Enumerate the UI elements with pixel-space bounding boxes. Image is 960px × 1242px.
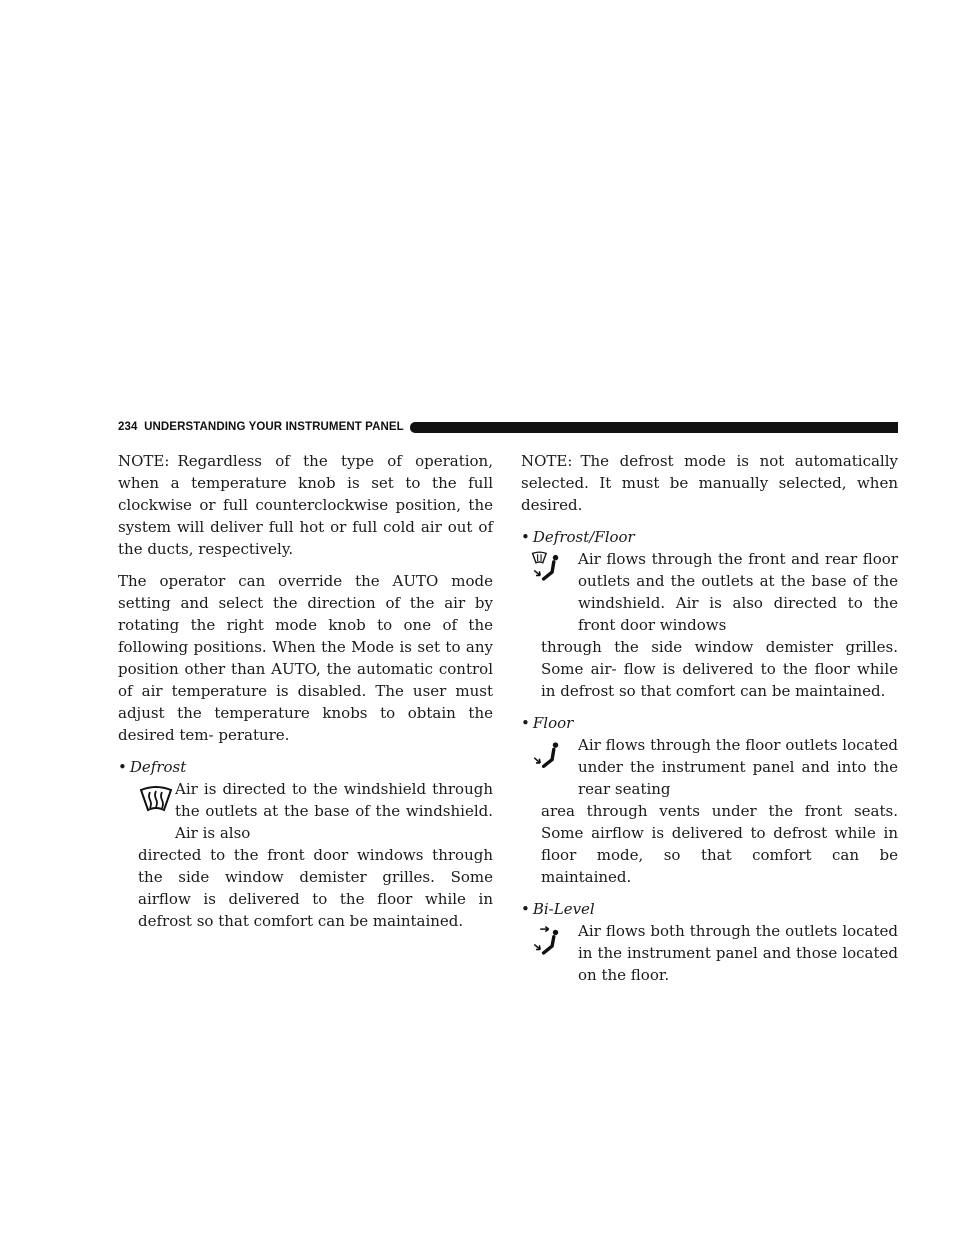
note-label: NOTE: (118, 452, 170, 470)
mode-override-paragraph: The operator can override the AUTO mode setting and select the direction of the air by rotating the right mode knob to one of the following positions. When the Mode is set to any position other than AUTO, the automatic control of air temperature is disabled. The user must adjust the temperature knobs to obtain the desired tem- perature. (118, 572, 493, 744)
header-rule (410, 422, 898, 433)
right-note (521, 450, 898, 516)
bullet: • (118, 758, 127, 776)
floor-lead: Air flows through the floor outlets located under the instrument panel and into the rear seating (578, 736, 898, 798)
defrost-floor-rest: through the side window demister grilles. Some air- flow is delivered to the floor while in defrost so that comfort can be maintained. (541, 638, 898, 700)
floor-heading (521, 712, 898, 734)
note-text: The defrost mode is not automatically selected. It must be manually selected, when desired. (521, 452, 898, 514)
floor-icon (529, 740, 565, 774)
bilevel-item (521, 920, 898, 986)
floor-rest: area through vents under the front seats. Some airflow is delivered to defrost while in floor mode, so that comfort can be maintained. (541, 802, 898, 886)
bullet: • (521, 714, 530, 732)
page-header (118, 420, 898, 434)
floor-title: Floor (532, 714, 574, 732)
section-title: UNDERSTANDING YOUR INSTRUMENT PANEL (144, 421, 404, 433)
bilevel-heading (521, 898, 898, 920)
defrost-title: Defrost (129, 758, 187, 776)
bilevel-title: Bi-Level (532, 900, 595, 918)
bilevel-icon (529, 924, 565, 958)
defrost-floor-title: Defrost/Floor (532, 528, 635, 546)
defrost-floor-icon (529, 550, 565, 584)
defrost-heading (118, 756, 493, 778)
floor-item (521, 734, 898, 888)
bilevel-lead: Air flows both through the outlets located in the instrument panel and those located on the floor. (578, 922, 898, 984)
defrost-floor-item (521, 548, 898, 702)
page-number: 234 (118, 421, 138, 433)
note-text: Regardless of the type of operation, when a temperature knob is set to the full clockwise or full counterclockwise position, the system will deliver full hot or full cold air out of the ducts, respectively. (118, 452, 493, 558)
defrost-floor-lead: Air flows through the front and rear floor outlets and the outlets at the base of the windshield. Air is also directed to the front door windows (578, 550, 898, 634)
defrost-rest: directed to the front door windows through the side window demister grilles. Some airflow is delivered to the floor while in defrost so that comfort can be maintained. (138, 846, 493, 930)
left-column (118, 450, 493, 942)
left-note (118, 450, 493, 560)
page-header-text (118, 421, 404, 433)
bullet: • (521, 900, 530, 918)
defrost-item (118, 778, 493, 932)
note-label: NOTE: (521, 452, 573, 470)
defrost-floor-heading (521, 526, 898, 548)
defrost-icon (138, 782, 174, 816)
defrost-lead: Air is directed to the windshield through the outlets at the base of the windshield. Air is also (175, 780, 493, 842)
right-column (521, 450, 898, 996)
bullet: • (521, 528, 530, 546)
